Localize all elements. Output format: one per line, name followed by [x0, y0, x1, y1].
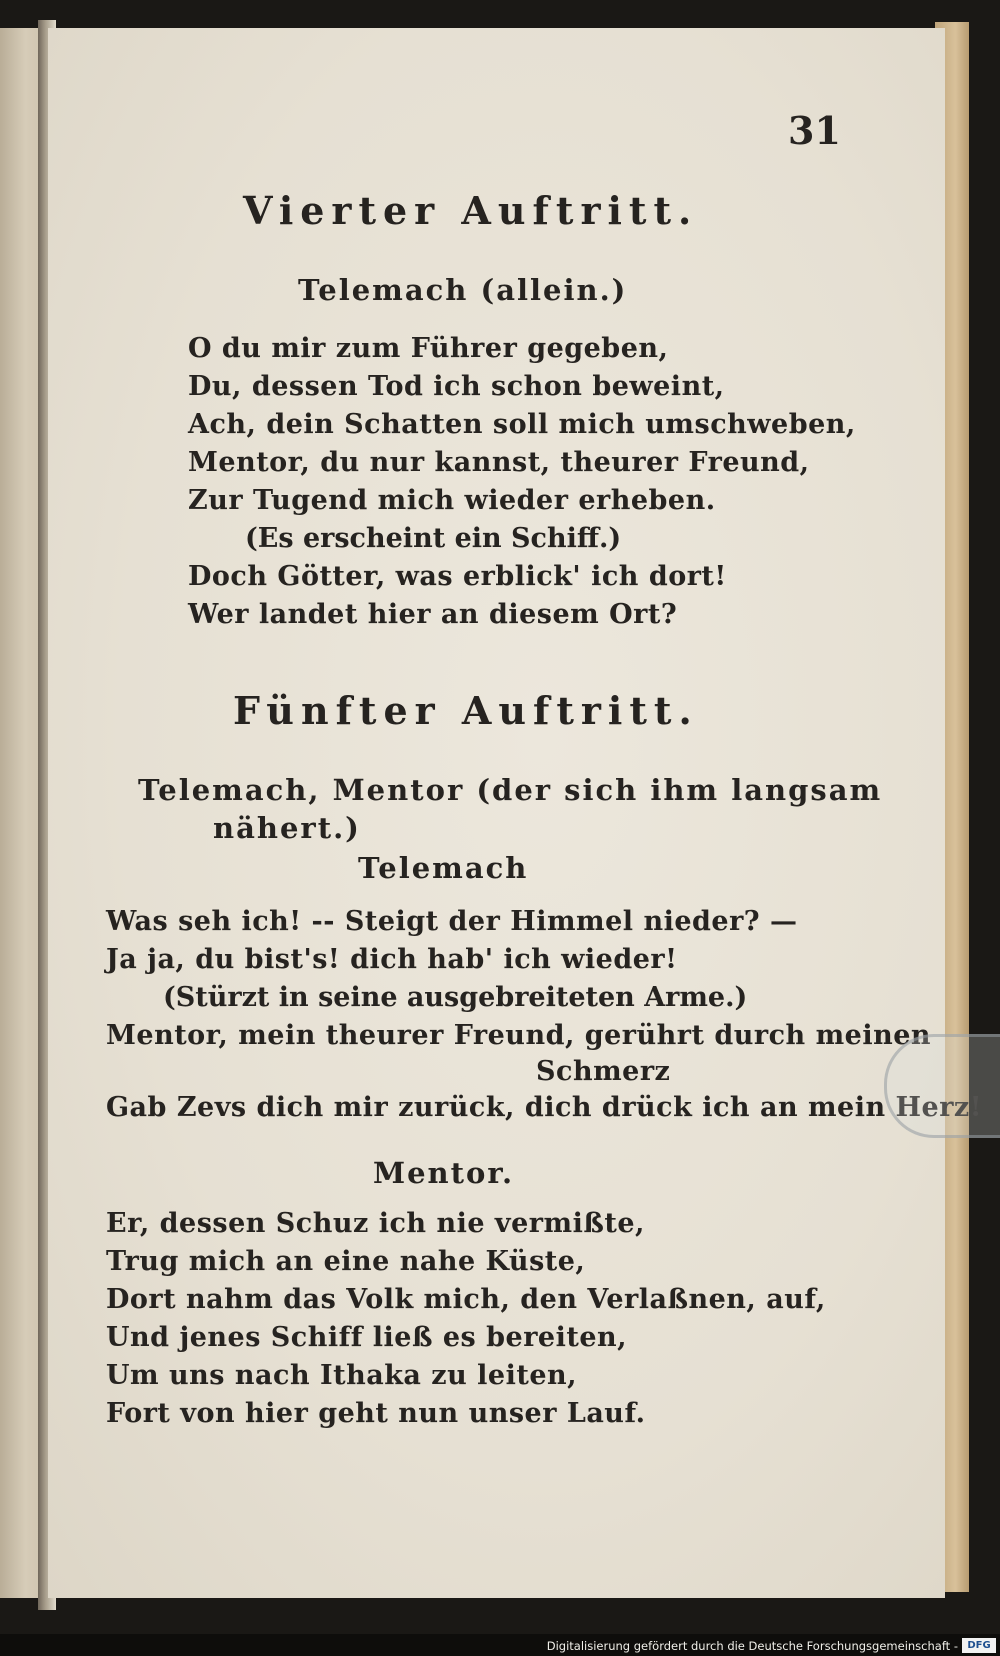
verse-line: Trug mich an eine nahe Küste,: [106, 1246, 586, 1277]
verse-line: Du, dessen Tod ich schon beweint,: [188, 371, 725, 402]
stage-direction: (Es erscheint ein Schiff.): [245, 523, 622, 554]
book-page: [48, 28, 983, 1598]
verse-line: Mentor, mein theurer Freund, gerührt durch meinen: [106, 1020, 932, 1051]
page-number: 31: [788, 108, 841, 153]
speaker-telemach: Telemach: [358, 851, 529, 885]
cast-list-continued: nähert.): [213, 811, 361, 845]
verse-line: Wer landet hier an diesem Ort?: [188, 599, 678, 630]
verse-line: Und jenes Schiff ließ es bereiten,: [106, 1322, 628, 1353]
cast-list: Telemach, Mentor (der sich ihm langsam: [138, 773, 883, 807]
stage-direction: (Stürzt in seine ausgebreiteten Arme.): [163, 982, 748, 1013]
digitization-credit: Digitalisierung gefördert durch die Deutsche Forschungsgemeinschaft -: [546, 1639, 958, 1653]
scene-heading-5: Fünfter Auftritt.: [233, 688, 699, 733]
verse-line: Zur Tugend mich wieder erheben.: [188, 485, 716, 516]
dfg-logo: DFG: [962, 1638, 996, 1653]
verse-line-overflow: Schmerz: [536, 1056, 671, 1087]
speaker-telemach-alone: Telemach (allein.): [298, 273, 628, 307]
verse-line: Er, dessen Schuz ich nie vermißte,: [106, 1208, 645, 1239]
scene-heading-4: Vierter Auftritt.: [243, 188, 699, 233]
verse-line: O du mir zum Führer gegeben,: [188, 333, 669, 364]
verse-line: Gab Zevs dich mir zurück, dich drück ich an mein Herz!: [106, 1092, 983, 1123]
verse-line: Dort nahm das Volk mich, den Verlaßnen, auf,: [106, 1284, 826, 1315]
verse-line: Ja ja, du bist's! dich hab' ich wieder!: [106, 944, 678, 975]
verse-line: Um uns nach Ithaka zu leiten,: [106, 1360, 578, 1391]
verse-line: Fort von hier geht nun unser Lauf.: [106, 1398, 646, 1429]
page-clip: [884, 1034, 1000, 1138]
speaker-mentor: Mentor.: [373, 1156, 515, 1190]
verse-line: Doch Götter, was erblick' ich dort!: [188, 561, 727, 592]
verse-line: Mentor, du nur kannst, theurer Freund,: [188, 447, 810, 478]
verse-line: Ach, dein Schatten soll mich umschweben,: [188, 409, 856, 440]
verse-line: Was seh ich! -- Steigt der Himmel nieder? —: [106, 906, 798, 937]
